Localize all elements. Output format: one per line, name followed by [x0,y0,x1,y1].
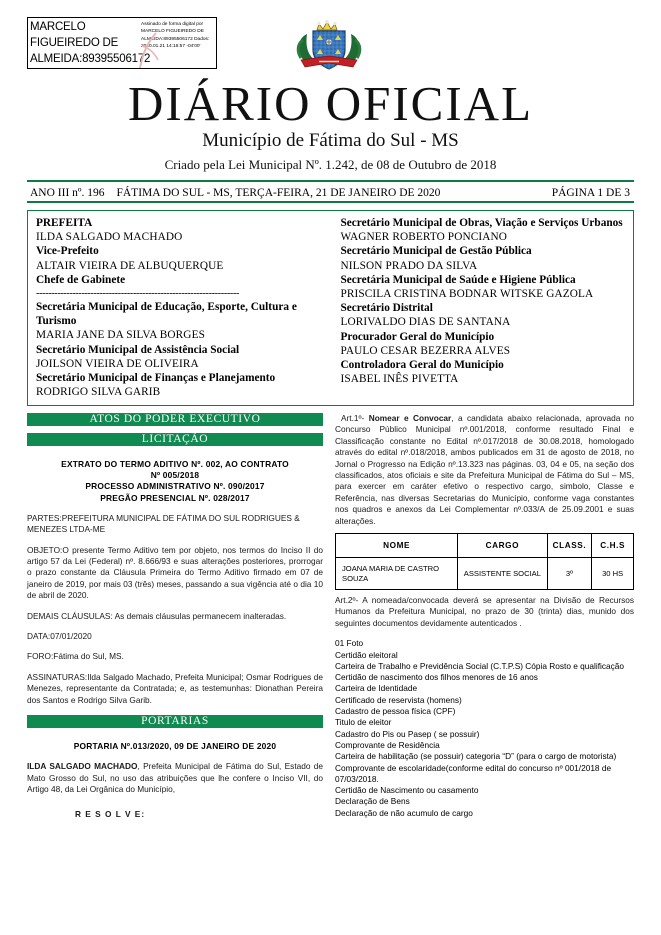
document-item: Cadastro de pessoa física (CPF) [335,706,456,717]
header-place-date: FÁTIMA DO SUL - MS, TERÇA-FEIRA, 21 DE JANEIRO DE 2020 [116,186,441,199]
official-role: Secretário Distrital [340,302,433,315]
document-item: Certidão eleitoral [335,649,398,660]
header-ano: ANO III nº. 196 [30,186,105,199]
official-name: WAGNER ROBERTO PONCIANO [340,231,507,244]
official-role: Secretário Municipal de Gestão Pública [340,245,532,258]
data-paragraph: DATA:07/01/2020 [27,631,92,642]
officials-box [27,210,634,406]
extrato-heading-line: PROCESSO ADMINISTRATIVO Nº. 090/2017 [85,481,265,492]
document-item: Carteira de Identidade [335,683,418,694]
column-header-class: CLASS. [547,534,592,558]
official-name: ISABEL INÊS PIVETTA [340,373,459,386]
officials-divider: ------------------------------------------------------------------- [36,288,240,300]
official-role: Secretário Municipal de Assistência Social [36,343,240,356]
document-item: Cadastro do Pis ou Pasep ( se possuir) [335,728,480,739]
table-header-row [336,534,634,558]
document-item: Titulo de eleitor [335,717,392,728]
table-row [336,558,634,590]
coat-of-arms-icon [293,20,365,76]
official-name: MARIA JANE DA SILVA BORGES [36,329,205,342]
nomination-table [335,533,634,590]
header-meta-line [27,184,634,201]
document-item: Certificado de reservista (homens) [335,694,462,705]
cell-class: 3º [547,558,592,590]
official-role: PREFEITA [36,217,93,229]
banner-licitacao: LICITAÇÃO [27,433,323,446]
official-name: LORIVALDO DIAS DE SANTANA [340,316,511,329]
art1-label: Art.1º- [341,413,369,423]
document-item: Certidão de Nascimento ou casamento [335,785,479,796]
foro-paragraph: FORO:Fátima do Sul, MS. [27,651,124,662]
official-name: PAULO CESAR BEZERRA ALVES [340,344,511,357]
column-header-chs: C.H.S [592,534,634,558]
demais-clausulas-paragraph: DEMAIS CLÁUSULAS: As demais cláusulas permanecem inalteradas. [27,610,287,621]
official-name: ALTAIR VIEIRA DE ALBUQUERQUE [36,259,224,272]
page-subtitle: Município de Fátima do Sul - MS [202,130,459,151]
assinaturas-paragraph: ASSINATURAS:Ilda Salgado Machado, Prefeita Municipal; Osmar Rodrigues de Menezes, representante da Contratada; e, as testemunhas: Dionathan Pereira dos Santos e Rodrigo Silva Garib. [27,671,323,705]
header-page-number: PÁGINA 1 DE 3 [551,186,630,199]
officials-column-left [28,211,331,405]
extrato-heading-line: EXTRATO DO TERMO ADITIVO Nº. 002, AO CONTRATO [61,459,289,469]
banner-atos-poder-executivo: ATOS DO PODER EXECUTIVO [27,413,323,426]
document-item: Declaração de Bens [335,796,410,807]
signature-name: MARCELO FIGUEIREDO DE ALMEIDA:89395506172 [30,21,151,65]
document-item: Carteira de Trabalho e Previdência Social (C.T.P.S) Cópia Rosto e qualificação [335,660,625,671]
extrato-heading-line: Nº 005/2018 [150,470,200,481]
portaria-paragraph [27,761,323,795]
objeto-paragraph: OBJETO:O presente Termo Aditivo tem por objeto, nos termos do Inciso II do artigo 57 da Lei (Federal) nº. 8.666/93 e suas alterações posteriores, prorrogar o prazo constante da Cláusula Primeira do Termo Aditivo firmado em 07 de janeiro de 2019, por mais 03 (três) meses, passando a sua vigência até o dia 10 de abril de 2020. [27,544,323,601]
official-role: Chefe de Gabinete [36,273,126,286]
art1-paragraph [335,413,634,527]
column-header-nome: NOME [336,534,458,558]
official-role: Controladora Geral do Município [340,359,504,372]
official-role: Vice-Prefeito [36,245,99,258]
column-header-cargo: CARGO [458,534,547,558]
right-column [335,413,634,819]
official-role: Secretário Municipal de Finanças e Planejamento [36,372,276,385]
official-name: PRISCILA CRISTINA BODNAR WITSKE GAZOLA [340,288,594,301]
officials-column-right [331,211,634,405]
document-item: Declaração de não acumulo de cargo [335,807,473,818]
document-item: 01 Foto [335,638,364,649]
document-item: Carteira de habilitação (se possuir) categoria “D” (para o cargo de motorista) [335,751,617,762]
cell-nome: JOANA MARIA DE CASTRO SOUZA [336,558,458,590]
official-role: Procurador Geral do Município [340,330,495,343]
portaria-heading: PORTARIA Nº.013/2020, 09 DE JANEIRO DE 2020 [73,741,277,752]
header-rule-top [27,180,634,182]
cell-cargo: ASSISTENTE SOCIAL [458,558,547,590]
official-name: NILSON PRADO DA SILVA [340,259,478,272]
left-column [27,413,323,820]
official-name: JOILSON VIEIRA DE OLIVEIRA [36,357,199,370]
cell-chs: 30 HS [592,558,634,590]
digital-signature-box [27,17,217,69]
portaria-body-text: , Prefeita Municipal de Fátima do Sul, Estado de Mato Grosso do Sul, no uso das atribuições que lhe confere o Inciso VII, do Artigo 48, da Lei Orgânica do Município, [27,761,324,795]
official-role: Secretária Municipal de Saúde e Higiene Pública [340,273,576,286]
required-documents-list [335,638,634,819]
official-role: Secretária Municipal de Educação, Esporte, Cultura e Turismo [36,301,297,328]
official-name: RODRIGO SILVA GARIB [36,386,161,399]
partes-paragraph: PARTES:PREFEITURA MUNICIPAL DE FÁTIMA DO SUL RODRIGUES & MENEZES LTDA-ME [27,512,300,535]
portaria-mayor-name: ILDA SALGADO MACHADO [27,761,138,772]
document-item: Certidão de nascimento dos filhos menores de 16 anos [335,672,538,683]
page-title: DIÁRIO OFICIAL [128,76,533,131]
art1-action: Nomear e Convocar [368,413,452,423]
page-law-line: Criado pela Lei Municipal Nº. 1.242, de 08 de Outubro de 2018 [164,157,497,172]
extrato-heading-line: PREGÃO PRESENCIAL Nº. 028/2017 [100,492,250,503]
signature-detail: Assinado de forma digital por MARCELO FIGUEIREDO DE ALMEIDA:89395506172 Dados: 2020.01.21 14:16:57 -04'00' [141,22,210,50]
official-role: Secretário Municipal de Obras, Viação e Serviços Urbanos [340,217,623,229]
header-rule-bottom [27,201,634,203]
banner-portarias: PORTARIAS [27,715,323,728]
art2-paragraph: Art.2º- A nomeada/convocada deverá se apresentar na Divisão de Recursos Humanos da Prefeitura Municipal, no prazo de 30 (trinta) dias, munido dos seguintes documentos devidamente autenticados . [335,595,634,628]
resolve-label: R E S O L V E: [75,808,146,819]
document-item: Comprovante de escolaridade(conforme edital do concurso nº 001/2018 de 07/03/2018. [335,762,612,784]
document-item: Comprovante de Residência [335,739,440,750]
art1-body: , a candidata abaixo relacionada, aprovada no Concurso Público Municipal nº.001/2018, conforme resultado Final e Classificação constante no Edital nº.017/2018 de 30.08.2018, homologado através do edital nº.018/2018, ambos publicados em 31 de agosto de 2018, no Jornal o Progresso na Edição nº.13.323 nas páginas. 03, 04 e 05, na seção dos classificados, atos oficiais e site da Prefeitura Municipal de Fátima do Sul – MS, para exercer em caráter efetivo o respectivo cargo, simbolo, Classe e Referência, nas diversas Secretarias do Município, conforme vaga constantes nos quadros e anexos da Lei Complementar nº.033/A de 25.09.2001 e suas alterações. [335,413,635,526]
official-name: ILDA SALGADO MACHADO [36,231,183,244]
